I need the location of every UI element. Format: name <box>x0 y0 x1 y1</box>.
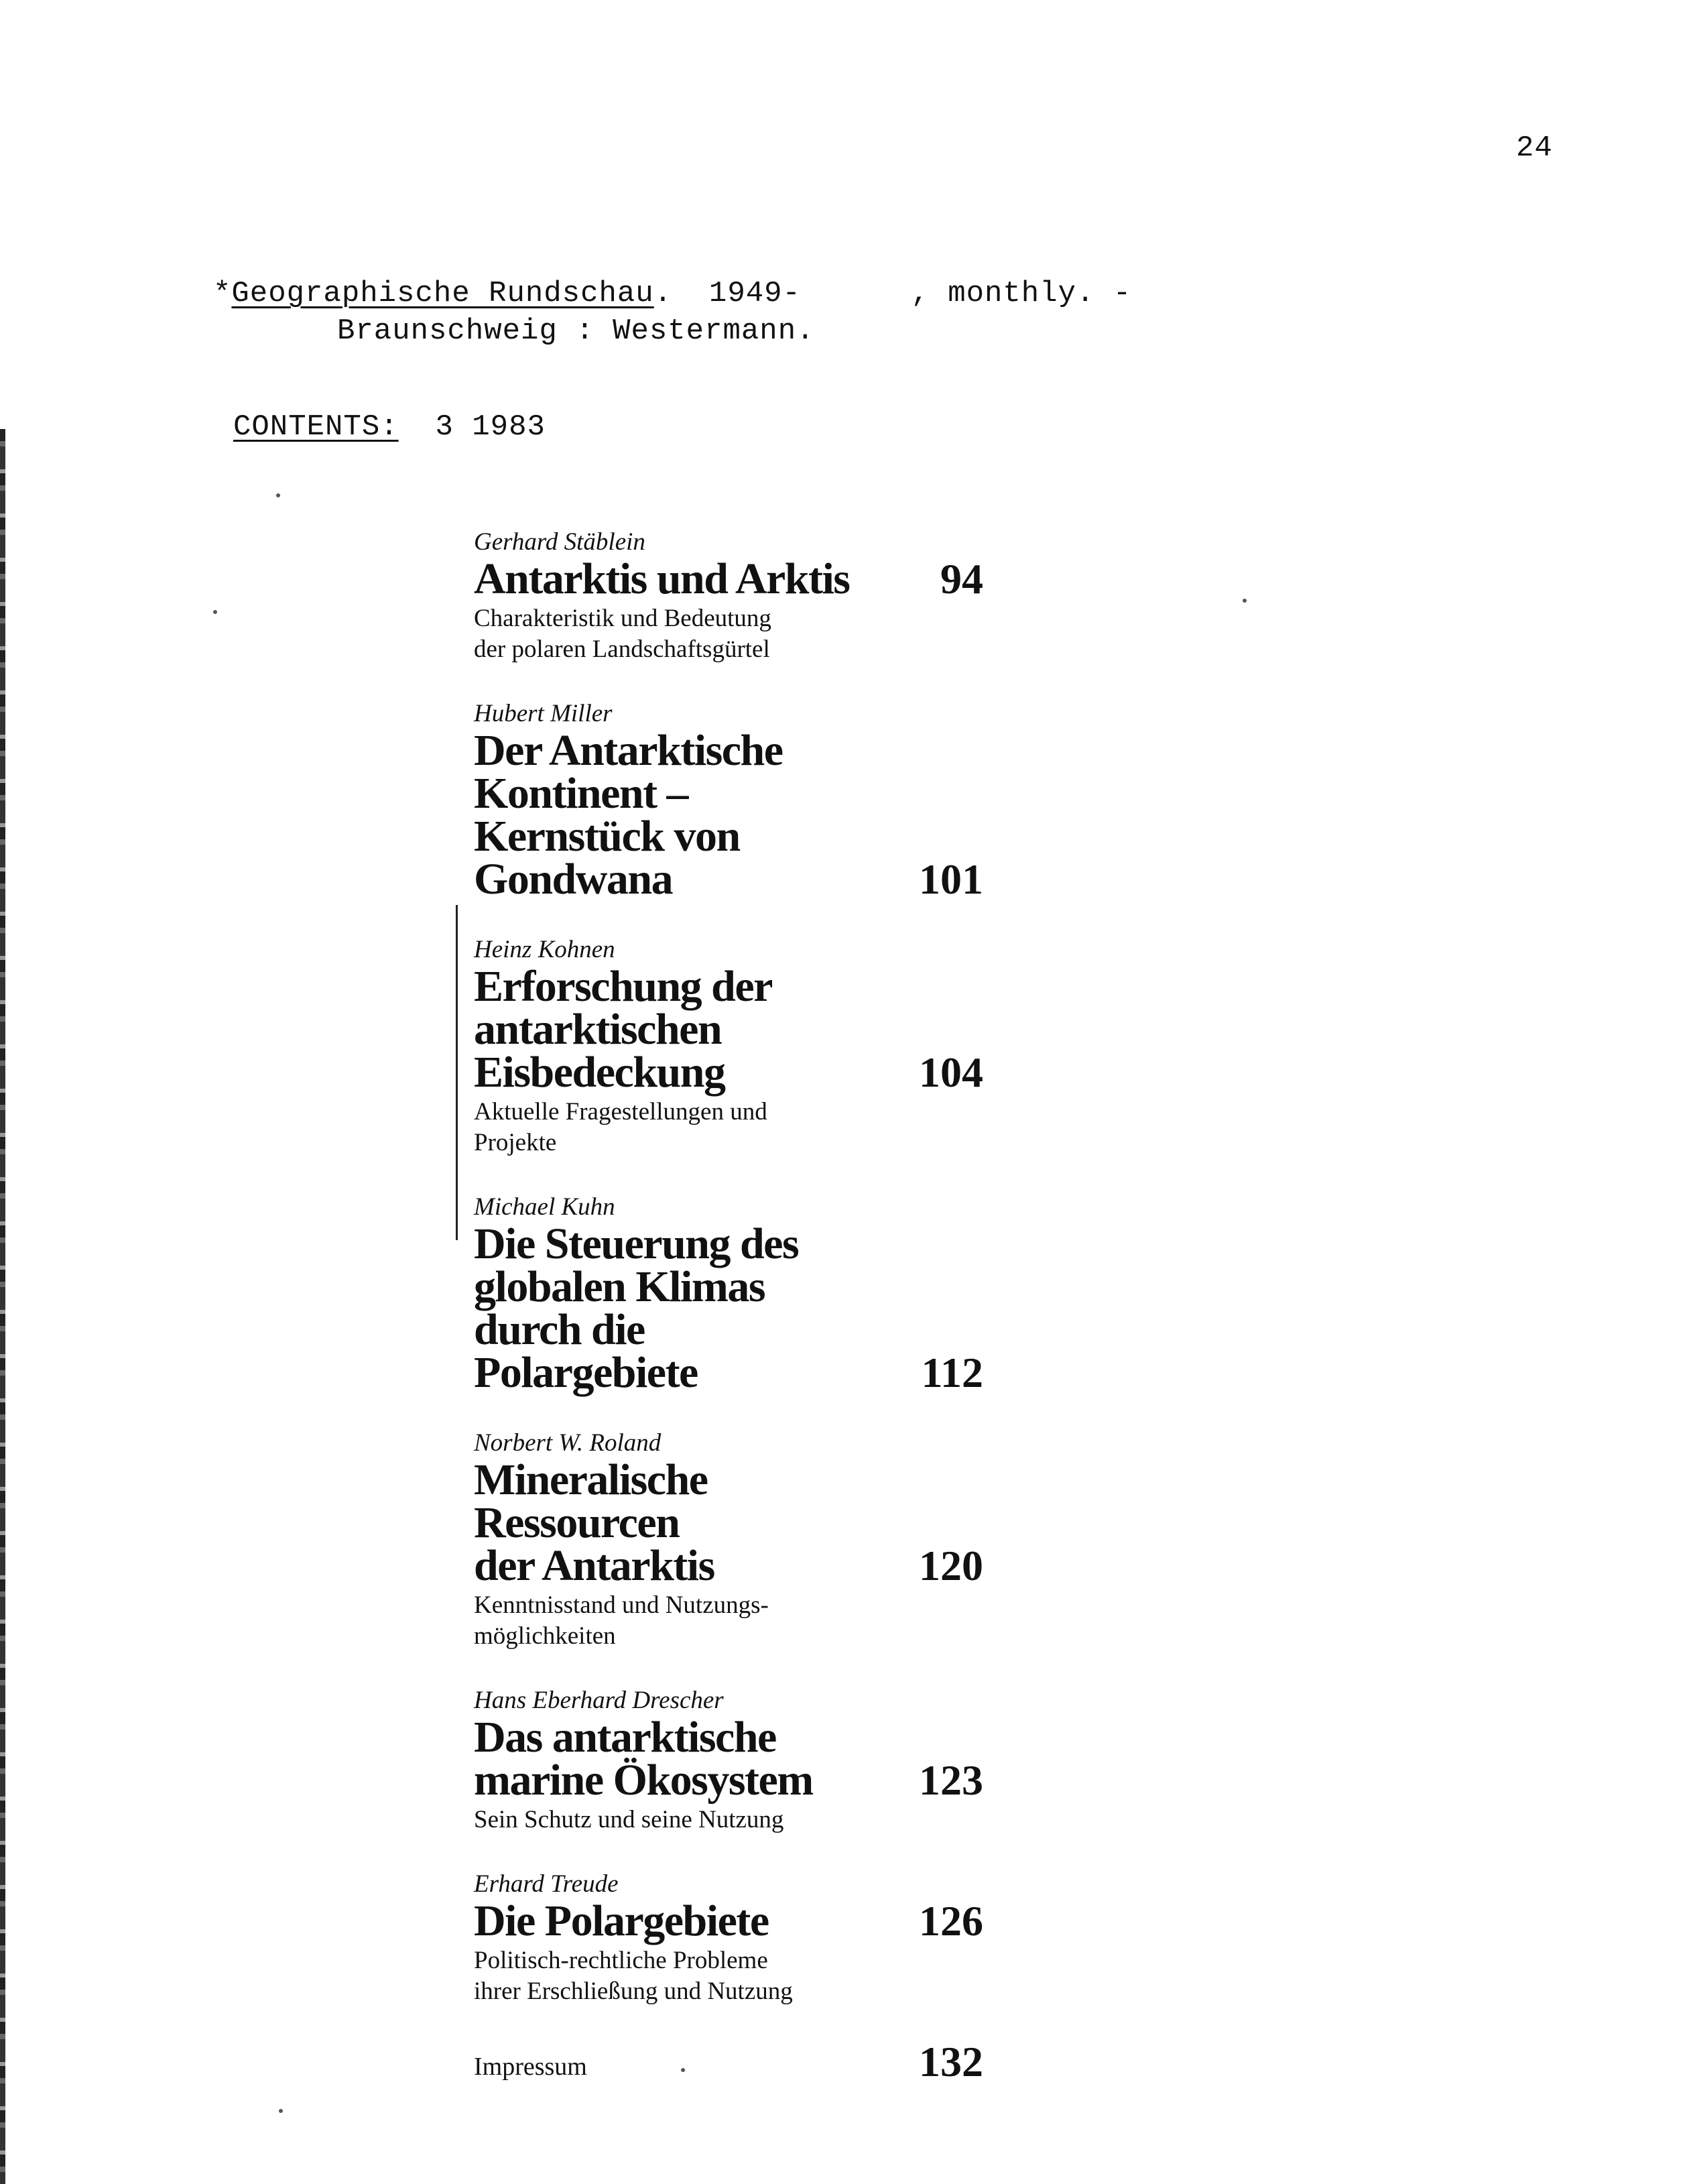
scan-speck <box>279 2109 283 2113</box>
publication-span: . 1949- , monthly. - <box>653 277 1132 310</box>
article-subtitle <box>474 1590 983 1652</box>
asterisk: * <box>213 277 232 310</box>
article-author: Michael Kuhn <box>474 1193 615 1221</box>
article-subtitle-line: Aktuelle Fragestellungen und <box>474 1098 767 1126</box>
article-page-number: 112 <box>921 1349 983 1396</box>
page-number: 24 <box>1516 131 1553 165</box>
article-subtitle-line: Kenntnisstand und Nutzungs- <box>474 1591 769 1619</box>
article-subtitle-line: Projekte <box>474 1129 557 1156</box>
article-subtitle <box>474 1097 983 1158</box>
article-subtitle <box>474 603 983 665</box>
impressum-label: Impressum <box>474 2053 587 2081</box>
article-title-line: marine Ökosystem <box>474 1756 813 1805</box>
article-title-line: Eisbedeckung <box>474 1048 725 1097</box>
title-row <box>474 1713 983 1805</box>
article-subtitle-line: Charakteristik und Bedeutung <box>474 605 771 632</box>
article-author: Hubert Miller <box>474 700 613 727</box>
article-subtitle-line: Sein Schutz und seine Nutzung <box>474 1806 784 1833</box>
scan-edge-shadow <box>0 429 5 2184</box>
article-title-line: antarktischen <box>474 1005 722 1054</box>
bibliographic-record <box>213 275 1131 350</box>
article-title <box>474 1219 799 1397</box>
publisher: Braunschweig : Westermann. <box>337 314 815 348</box>
article-title <box>474 962 772 1097</box>
issue-number: 3 1983 <box>435 410 546 444</box>
toc-entry <box>474 1869 983 2007</box>
title-row <box>474 962 983 1097</box>
impressum-row <box>474 2038 983 2085</box>
title-row <box>474 1455 983 1590</box>
toc-entry <box>474 934 983 1158</box>
article-author: Norbert W. Roland <box>474 1429 662 1457</box>
article-title <box>474 1455 714 1590</box>
article-title-line: Der Antarktische <box>474 726 783 775</box>
toc-entry <box>474 1685 983 1835</box>
article-title-line: Erforschung der <box>474 962 772 1011</box>
article-title <box>474 554 850 603</box>
article-title <box>474 726 783 904</box>
title-row <box>474 554 983 603</box>
article-subtitle-line: möglichkeiten <box>474 1622 616 1650</box>
article-title-line: Antarktis und Arktis <box>474 554 850 603</box>
article-subtitle <box>474 1805 983 1835</box>
article-title-line: Kernstück von <box>474 812 740 861</box>
article-author: Hans Eberhard Drescher <box>474 1687 724 1714</box>
article-title-line: durch die <box>474 1305 645 1354</box>
impressum-page: 132 <box>919 2038 983 2085</box>
table-of-contents <box>474 527 983 2083</box>
toc-entry <box>474 699 983 904</box>
title-row <box>474 726 983 904</box>
article-subtitle <box>474 1945 983 2007</box>
article-page-number: 126 <box>919 1897 983 1945</box>
toc-entries <box>474 527 983 2007</box>
article-title-line: Das antarktische <box>474 1713 776 1762</box>
journal-title: Geographische Rundschau <box>231 277 654 310</box>
article-title <box>474 1713 813 1805</box>
contents-label: CONTENTS: <box>233 410 399 444</box>
article-author: Heinz Kohnen <box>474 936 615 963</box>
article-page-number: 94 <box>940 555 983 603</box>
article-subtitle-line: ihrer Erschließung und Nutzung <box>474 1978 793 2005</box>
toc-entry <box>474 1192 983 1397</box>
article-title-line: der Antarktis <box>474 1541 714 1590</box>
article-title-line: Mineralische <box>474 1455 708 1504</box>
article-title-line: Ressourcen <box>474 1498 680 1547</box>
article-page-number: 123 <box>919 1756 983 1804</box>
article-subtitle-line: der polaren Landschaftsgürtel <box>474 635 770 663</box>
article-title-line: Polargebiete <box>474 1348 698 1397</box>
toc-entry <box>474 1428 983 1652</box>
scan-speck <box>1243 599 1247 603</box>
title-row <box>474 1896 983 1945</box>
article-page-number: 120 <box>919 1542 983 1589</box>
scan-speck <box>213 610 217 614</box>
article-title-line: globalen Klimas <box>474 1262 765 1311</box>
article-title-line: Gondwana <box>474 855 673 904</box>
article-author: Gerhard Stäblein <box>474 528 645 556</box>
article-title-line: Die Steuerung des <box>474 1219 799 1268</box>
article-subtitle-line: Politisch-rechtliche Probleme <box>474 1947 768 1974</box>
toc-entry <box>474 527 983 665</box>
margin-rule <box>456 905 458 1240</box>
article-title-line: Die Polargebiete <box>474 1896 769 1945</box>
article-page-number: 101 <box>919 855 983 903</box>
contents-heading <box>233 410 546 444</box>
article-page-number: 104 <box>919 1048 983 1096</box>
article-title-line: Kontinent – <box>474 769 688 818</box>
article-title <box>474 1896 769 1945</box>
scan-speck <box>276 493 280 497</box>
article-author: Erhard Treude <box>474 1870 619 1898</box>
title-row <box>474 1219 983 1397</box>
